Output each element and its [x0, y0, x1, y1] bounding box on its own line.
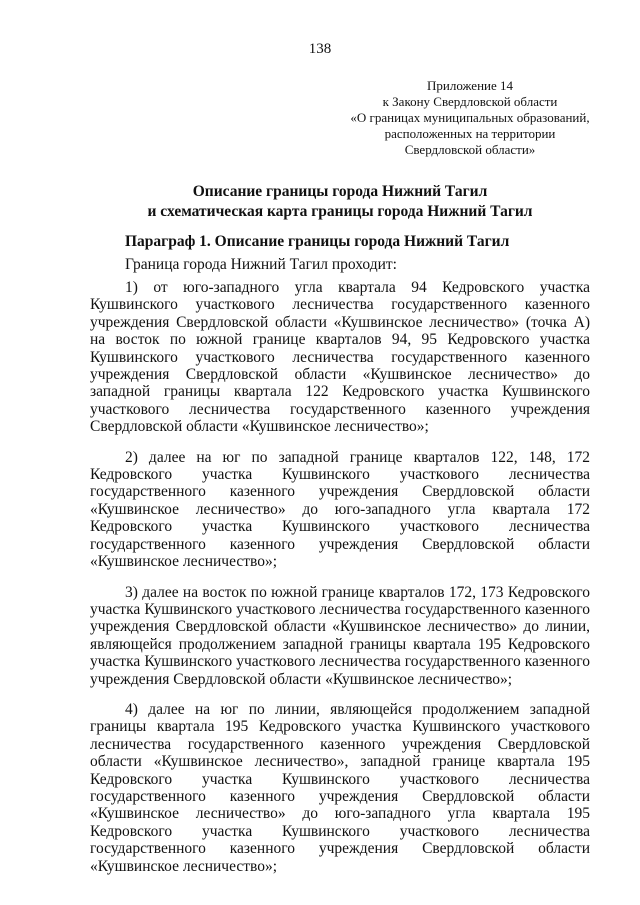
boundary-items-list [90, 279, 590, 888]
appendix-line: «О границах муниципальных образований, [350, 110, 590, 125]
boundary-item: 2) далее на юг по западной границе кварталов 122, 148, 172 Кедровского участка Кушвинского участкового лесничества государственного казенного учреждения Свердловской области «Кушвинское лесничество» до юго-западного угла квартала 172 Кедровского участка Кушвинского участкового лесничества государственного казенного учреждения Свердловской области «Кушвинское лесничество»; [90, 448, 590, 571]
appendix-line: Свердловской области» [404, 142, 536, 157]
boundary-item: 4) далее на юг по линии, являющейся продолжением западной границы квартала 195 Кедровского участка Кушвинского участкового лесничества государственного казенного учреждения Свердловской области «Кушвинское лесничество», западной границе квартала 195 Кедровского участка Кушвинского участкового лесничества государственного казенного учреждения Свердловской области «Кушвинское лесничество» до юго-западного угла квартала 195 Кедровского участка Кушвинского участкового лесничества государственного казенного учреждения Свердловской области «Кушвинское лесничество»; [90, 700, 590, 875]
boundary-item: 3) далее на восток по южной границе кварталов 172, 173 Кедровского участка Кушвинского участкового лесничества государственного казенного учреждения Свердловской области «Кушвинское лесничество» до линии, являющейся продолжением западной границы квартала 195 Кедровского участка Кушвинского участкового лесничества государственного казенного учреждения Свердловской области «Кушвинское лесничество»; [90, 583, 590, 688]
title-line: Описание границы города Нижний Тагил [192, 183, 488, 200]
appendix-line: к Закону Свердловской области [382, 94, 558, 109]
appendix-line: расположенных на территории [384, 126, 556, 141]
document-title [90, 182, 590, 222]
title-line: и схематическая карта границы города Нижний Тагил [147, 203, 533, 220]
appendix-line: Приложение 14 [426, 78, 514, 93]
appendix-note [330, 78, 610, 158]
intro-text: Граница города Нижний Тагил проходит: [125, 256, 397, 273]
page-number: 138 [308, 41, 332, 57]
paragraph-heading: Параграф 1. Описание границы города Нижний Тагил [125, 233, 510, 250]
boundary-item: 1) от юго-западного угла квартала 94 Кедровского участка Кушвинского участкового лесничества государственного казенного учреждения Свердловской области «Кушвинское лесничество» (точка А) на восток по южной границе кварталов 94, 95 Кедровского участка Кушвинского участкового лесничества государственного казенного учреждения Свердловской области «Кушвинское лесничество» до западной границы квартала 122 Кедровского участка Кушвинского участкового лесничества государственного казенного учреждения Свердловской области «Кушвинское лесничество»; [90, 279, 590, 436]
